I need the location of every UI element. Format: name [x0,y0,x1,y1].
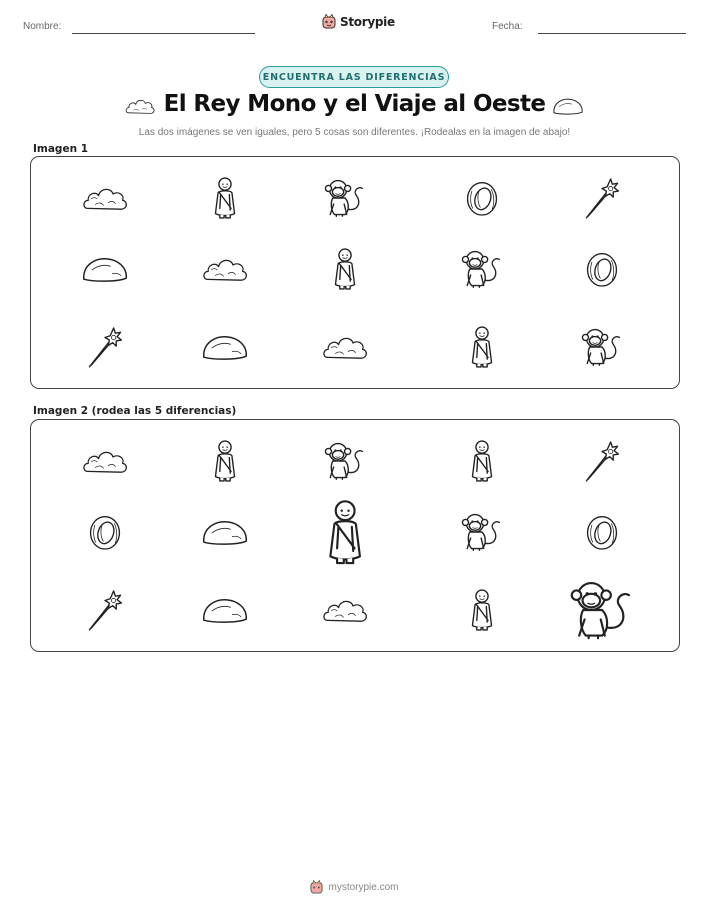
brand [322,14,395,29]
staff-icon [583,175,621,221]
cloud-icon [81,182,129,214]
stone-icon[interactable] [201,596,249,624]
brand-name: Storypie [340,14,395,29]
monkey-icon [460,249,504,289]
peach-icon [465,178,499,218]
monk-icon[interactable] [469,586,495,634]
stone-icon[interactable] [201,518,249,546]
monkey-icon[interactable] [568,579,636,641]
monk-icon[interactable] [469,437,495,485]
staff-icon[interactable] [583,438,621,484]
stone-icon [81,255,129,283]
title-stone-icon [552,96,584,116]
monkey-icon[interactable] [323,441,367,481]
name-label: Nombre: [23,21,62,32]
monkey-icon [580,327,624,367]
staff-icon [86,324,124,370]
monk-icon [212,174,238,222]
storypie-footer-icon [310,880,323,894]
footer-site[interactable]: mystorypie.com [328,881,399,893]
image2-panel[interactable] [30,419,680,652]
worksheet-tag: ENCUENTRA LAS DIFERENCIAS [259,66,449,88]
peach-icon[interactable] [585,512,619,552]
image1-label: Imagen 1 [33,143,89,155]
staff-icon[interactable] [86,587,124,633]
monk-icon [332,245,358,293]
date-label: Fecha: [492,21,523,32]
date-line[interactable] [538,33,686,34]
cloud-icon[interactable] [81,445,129,477]
footer [0,880,709,894]
worksheet-title: El Rey Mono y el Viaje al Oeste [163,91,546,117]
image2-label: Imagen 2 (rodea las 5 diferencias) [33,405,237,417]
image1-panel [30,156,680,389]
name-line[interactable] [72,33,255,34]
instructions: Las dos imágenes se ven iguales, pero 5 cosas son diferentes. ¡Rodealas en la imagen de abajo! [138,127,571,138]
stone-icon [201,333,249,361]
peach-icon [585,249,619,289]
monk-icon[interactable] [212,437,238,485]
monkey-icon[interactable] [460,512,504,552]
cloud-icon [321,331,369,363]
cloud-icon[interactable] [321,594,369,626]
cloud-icon [201,253,249,285]
monk-icon[interactable] [325,495,365,569]
monkey-icon [323,178,367,218]
peach-icon[interactable] [88,512,122,552]
monk-icon [469,323,495,371]
storypie-logo-icon [322,14,336,29]
